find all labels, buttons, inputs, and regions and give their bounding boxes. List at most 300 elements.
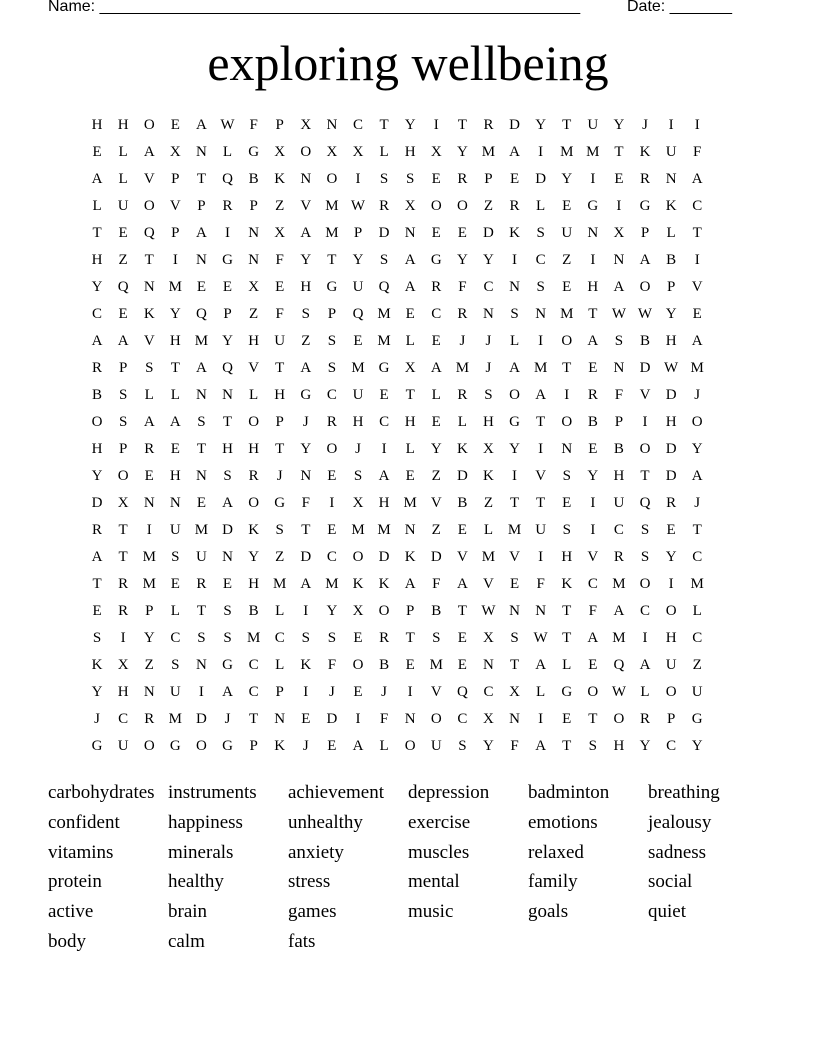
grid-letter[interactable]: T [405,387,415,403]
grid-letter[interactable]: M [560,144,574,160]
grid-letter[interactable]: G [222,738,233,754]
grid-letter[interactable]: D [91,495,103,511]
grid-letter[interactable]: R [92,360,103,376]
grid-letter[interactable]: T [196,441,206,457]
grid-letter[interactable]: E [562,198,572,214]
grid-letter[interactable]: I [668,576,674,592]
grid-letter[interactable]: Q [456,684,468,700]
grid-letter[interactable]: M [507,522,522,538]
grid-letter[interactable]: E [144,468,154,484]
grid-letter[interactable]: M [246,630,261,646]
grid-letter[interactable]: S [301,306,310,322]
grid-letter[interactable]: O [404,738,416,754]
grid-letter[interactable]: I [303,684,309,700]
grid-letter[interactable]: I [146,522,152,538]
grid-letter[interactable]: O [378,603,390,619]
grid-letter[interactable]: Z [301,333,311,349]
grid-letter[interactable]: O [91,414,103,430]
grid-letter[interactable]: N [248,225,260,241]
grid-letter[interactable]: G [91,738,103,754]
grid-letter[interactable]: S [92,630,102,646]
grid-letter[interactable]: N [300,468,312,484]
grid-letter[interactable]: C [535,252,546,268]
grid-letter[interactable]: I [198,684,204,700]
grid-letter[interactable]: G [561,684,573,700]
grid-letter[interactable]: H [665,333,677,349]
grid-letter[interactable]: F [510,738,519,754]
grid-letter[interactable]: M [481,144,496,160]
grid-letter[interactable]: S [197,630,206,646]
grid-letter[interactable]: H [300,279,312,295]
grid-letter[interactable]: D [535,171,547,187]
grid-letter[interactable]: C [248,684,259,700]
grid-letter[interactable]: I [538,711,544,727]
grid-letter[interactable]: U [117,198,129,214]
grid-letter[interactable]: E [692,306,702,322]
grid-letter[interactable]: T [588,306,598,322]
grid-letter[interactable]: P [171,171,180,187]
grid-letter[interactable]: R [457,306,468,322]
grid-letter[interactable]: Y [587,468,599,484]
grid-letter[interactable]: S [379,171,389,187]
grid-letter[interactable]: K [378,576,390,592]
grid-letter[interactable]: S [145,360,154,376]
grid-letter[interactable]: M [142,549,156,565]
grid-letter[interactable]: M [142,576,156,592]
grid-letter[interactable]: U [665,144,677,160]
grid-letter[interactable]: X [483,711,494,727]
grid-letter[interactable]: I [512,468,518,484]
grid-letter[interactable]: X [274,225,286,241]
grid-letter[interactable]: N [196,657,207,673]
grid-letter[interactable]: C [92,306,103,322]
grid-letter[interactable]: E [509,171,520,187]
grid-letter[interactable]: R [457,171,468,187]
grid-letter[interactable]: Y [509,441,520,457]
grid-letter[interactable]: L [405,333,415,349]
grid-letter[interactable]: A [143,414,155,430]
grid-letter[interactable]: R [222,198,233,214]
grid-letter[interactable]: K [639,144,651,160]
grid-letter[interactable]: S [640,522,650,538]
grid-letter[interactable]: O [352,657,364,673]
name-field-label[interactable]: Name: ______________________________________________________ [48,0,581,15]
grid-letter[interactable]: S [640,549,650,565]
grid-letter[interactable]: O [117,468,129,484]
grid-letter[interactable]: E [327,738,337,754]
grid-letter[interactable]: P [406,603,415,619]
grid-letter[interactable]: R [379,198,390,214]
grid-letter[interactable]: H [404,144,416,160]
grid-letter[interactable]: G [378,360,390,376]
grid-letter[interactable]: E [457,630,467,646]
grid-letter[interactable]: E [431,333,441,349]
grid-letter[interactable]: P [666,279,676,295]
grid-letter[interactable]: C [666,738,677,754]
grid-letter[interactable]: S [327,360,337,376]
grid-letter[interactable]: X [509,684,520,700]
grid-letter[interactable]: D [456,468,468,484]
grid-letter[interactable]: S [510,306,519,322]
grid-letter[interactable]: F [275,252,284,268]
grid-letter[interactable]: D [378,549,390,565]
grid-letter[interactable]: K [665,198,677,214]
grid-letter[interactable]: Y [300,441,312,457]
grid-letter[interactable]: F [327,657,337,673]
grid-letter[interactable]: L [118,144,128,160]
grid-letter[interactable]: U [274,333,286,349]
grid-letter[interactable]: U [169,684,181,700]
grid-letter[interactable]: A [404,279,416,295]
grid-letter[interactable]: K [274,738,286,754]
grid-letter[interactable]: X [326,144,338,160]
grid-letter[interactable]: H [91,117,103,133]
grid-letter[interactable]: I [355,171,361,187]
grid-letter[interactable]: O [143,117,155,133]
grid-letter[interactable]: I [668,117,674,133]
grid-letter[interactable]: A [91,549,103,565]
grid-letter[interactable]: R [666,495,677,511]
grid-letter[interactable]: X [430,144,442,160]
grid-letter[interactable]: O [326,171,338,187]
grid-letter[interactable]: W [220,117,235,133]
grid-letter[interactable]: S [432,630,441,646]
grid-letter[interactable]: U [561,225,573,241]
grid-letter[interactable]: R [457,387,468,403]
grid-letter[interactable]: I [590,495,596,511]
grid-letter[interactable]: L [431,387,441,403]
grid-letter[interactable]: E [457,657,467,673]
grid-letter[interactable]: G [300,387,312,403]
grid-letter[interactable]: H [91,441,103,457]
grid-letter[interactable]: R [326,414,337,430]
grid-letter[interactable]: R [248,468,259,484]
grid-letter[interactable]: F [275,306,284,322]
grid-letter[interactable]: E [92,144,102,160]
grid-letter[interactable]: M [377,522,391,538]
grid-letter[interactable]: L [379,144,389,160]
grid-letter[interactable]: O [300,144,312,160]
grid-letter[interactable]: V [483,576,494,592]
grid-letter[interactable]: H [169,468,181,484]
grid-letter[interactable]: Z [562,252,572,268]
grid-letter[interactable]: V [509,549,520,565]
grid-letter[interactable]: A [143,144,155,160]
grid-letter[interactable]: S [118,387,128,403]
grid-letter[interactable]: K [509,225,520,241]
grid-letter[interactable]: Z [249,306,259,322]
grid-letter[interactable]: M [377,333,391,349]
grid-letter[interactable]: R [379,630,390,646]
grid-letter[interactable]: O [196,738,207,754]
grid-letter[interactable]: F [458,279,467,295]
grid-letter[interactable]: L [666,225,676,241]
grid-letter[interactable]: T [692,522,702,538]
grid-letter[interactable]: T [562,360,572,376]
grid-letter[interactable]: A [509,360,520,376]
grid-letter[interactable]: N [222,549,233,565]
grid-letter[interactable]: A [404,252,416,268]
grid-letter[interactable]: R [144,711,155,727]
grid-letter[interactable]: Q [613,657,625,673]
grid-letter[interactable]: U [613,495,625,511]
grid-letter[interactable]: A [691,333,703,349]
grid-letter[interactable]: O [430,711,442,727]
grid-letter[interactable]: S [327,630,337,646]
grid-letter[interactable]: A [613,279,625,295]
grid-letter[interactable]: U [430,738,442,754]
grid-letter[interactable]: S [588,738,597,754]
grid-letter[interactable]: M [325,225,339,241]
grid-letter[interactable]: E [431,171,441,187]
grid-letter[interactable]: N [196,252,207,268]
grid-letter[interactable]: S [353,468,363,484]
grid-letter[interactable]: S [562,522,571,538]
grid-letter[interactable]: A [430,360,442,376]
grid-letter[interactable]: J [224,711,231,727]
grid-letter[interactable]: B [613,441,624,457]
grid-letter[interactable]: N [143,684,155,700]
grid-letter[interactable]: F [249,117,258,133]
grid-letter[interactable]: M [429,657,443,673]
grid-letter[interactable]: T [327,252,337,268]
grid-letter[interactable]: C [692,198,703,214]
grid-letter[interactable]: A [587,333,599,349]
grid-letter[interactable]: J [459,333,466,349]
grid-letter[interactable]: N [535,603,547,619]
grid-letter[interactable]: Y [613,117,625,133]
grid-letter[interactable]: H [248,576,260,592]
grid-letter[interactable]: V [143,171,155,187]
grid-letter[interactable]: O [248,495,260,511]
grid-letter[interactable]: O [665,684,677,700]
grid-letter[interactable]: G [587,198,599,214]
grid-letter[interactable]: T [118,522,128,538]
grid-letter[interactable]: C [483,279,494,295]
grid-letter[interactable]: C [326,387,337,403]
grid-letter[interactable]: J [642,117,648,133]
grid-letter[interactable]: H [404,414,416,430]
grid-letter[interactable]: I [303,603,309,619]
grid-letter[interactable]: A [691,171,703,187]
grid-letter[interactable]: A [196,117,207,133]
grid-letter[interactable]: D [378,225,390,241]
grid-letter[interactable]: V [691,279,703,295]
grid-letter[interactable]: Y [169,306,181,322]
grid-letter[interactable]: A [509,144,520,160]
grid-letter[interactable]: H [91,252,103,268]
grid-letter[interactable]: J [694,495,701,511]
grid-letter[interactable]: X [117,495,129,511]
grid-letter[interactable]: R [640,711,651,727]
grid-letter[interactable]: G [274,495,286,511]
grid-letter[interactable]: Q [143,225,155,241]
grid-letter[interactable]: K [352,576,364,592]
grid-letter[interactable]: H [248,441,260,457]
grid-letter[interactable]: N [613,252,625,268]
grid-letter[interactable]: L [562,657,572,673]
grid-letter[interactable]: N [665,171,677,187]
grid-letter[interactable]: Z [483,198,494,214]
grid-letter[interactable]: E [222,279,233,295]
grid-letter[interactable]: N [326,117,338,133]
grid-letter[interactable]: O [248,414,260,430]
grid-letter[interactable]: G [691,711,703,727]
grid-letter[interactable]: L [275,657,285,673]
grid-letter[interactable]: H [248,333,260,349]
grid-letter[interactable]: A [587,630,599,646]
grid-letter[interactable]: O [639,441,651,457]
grid-letter[interactable]: L [405,441,415,457]
grid-letter[interactable]: B [248,603,259,619]
grid-letter[interactable]: C [692,549,703,565]
grid-letter[interactable]: I [590,522,596,538]
grid-letter[interactable]: X [483,630,494,646]
grid-letter[interactable]: J [485,360,492,376]
grid-letter[interactable]: K [404,549,416,565]
grid-letter[interactable]: L [483,522,494,538]
grid-letter[interactable]: H [117,684,129,700]
grid-letter[interactable]: Y [535,117,547,133]
grid-letter[interactable]: N [535,306,547,322]
grid-letter[interactable]: O [639,576,651,592]
grid-letter[interactable]: E [562,495,572,511]
grid-letter[interactable]: K [91,657,103,673]
grid-letter[interactable]: I [407,684,413,700]
grid-letter[interactable]: M [403,495,417,511]
grid-letter[interactable]: G [169,738,181,754]
grid-letter[interactable]: H [274,387,286,403]
grid-letter[interactable]: L [457,414,467,430]
grid-letter[interactable]: G [430,252,442,268]
grid-letter[interactable]: T [562,603,572,619]
grid-letter[interactable]: P [249,198,258,214]
grid-letter[interactable]: A [639,252,651,268]
grid-letter[interactable]: E [301,711,311,727]
grid-letter[interactable]: B [248,171,259,187]
grid-letter[interactable]: M [533,360,548,376]
grid-letter[interactable]: R [587,387,598,403]
grid-letter[interactable]: M [455,360,470,376]
grid-letter[interactable]: A [196,360,207,376]
grid-letter[interactable]: L [536,198,546,214]
grid-letter[interactable]: J [94,711,100,727]
grid-letter[interactable]: L [692,603,702,619]
grid-letter[interactable]: H [561,549,573,565]
grid-letter[interactable]: D [639,360,651,376]
grid-letter[interactable]: X [352,603,364,619]
grid-letter[interactable]: J [694,387,701,403]
grid-letter[interactable]: S [458,738,467,754]
grid-letter[interactable]: L [249,387,259,403]
grid-letter[interactable]: N [613,360,625,376]
grid-letter[interactable]: M [194,333,209,349]
grid-letter[interactable]: V [169,198,181,214]
grid-letter[interactable]: E [353,684,363,700]
grid-letter[interactable]: E [170,117,180,133]
grid-letter[interactable]: F [301,495,310,511]
grid-letter[interactable]: X [274,144,286,160]
grid-letter[interactable]: T [301,522,311,538]
grid-letter[interactable]: X [483,441,494,457]
grid-letter[interactable]: C [326,549,337,565]
grid-letter[interactable]: I [564,387,570,403]
grid-letter[interactable]: Y [222,333,233,349]
grid-letter[interactable]: A [613,603,625,619]
grid-letter[interactable]: A [222,495,233,511]
grid-letter[interactable]: C [274,630,285,646]
grid-letter[interactable]: R [118,576,129,592]
grid-letter[interactable]: E [327,522,337,538]
grid-letter[interactable]: M [377,306,391,322]
grid-letter[interactable]: M [168,279,182,295]
grid-letter[interactable]: Y [456,144,468,160]
grid-letter[interactable]: W [533,630,548,646]
grid-letter[interactable]: S [536,225,545,241]
grid-letter[interactable]: E [588,441,598,457]
grid-letter[interactable]: B [379,657,390,673]
grid-letter[interactable]: B [587,414,598,430]
grid-letter[interactable]: A [300,360,312,376]
grid-letter[interactable]: E [353,333,363,349]
grid-letter[interactable]: I [642,414,648,430]
grid-letter[interactable]: Q [352,306,364,322]
grid-letter[interactable]: L [118,171,128,187]
grid-letter[interactable]: E [170,441,180,457]
grid-letter[interactable]: A [456,576,468,592]
grid-letter[interactable]: Y [248,549,260,565]
grid-letter[interactable]: X [352,144,364,160]
grid-letter[interactable]: O [613,711,625,727]
grid-letter[interactable]: I [120,630,126,646]
grid-letter[interactable]: C [692,630,703,646]
grid-letter[interactable]: T [405,630,415,646]
grid-letter[interactable]: O [352,549,364,565]
grid-letter[interactable]: V [300,198,312,214]
grid-letter[interactable]: M [690,576,704,592]
grid-letter[interactable]: U [117,738,129,754]
grid-letter[interactable]: E [405,657,415,673]
grid-letter[interactable]: M [168,711,182,727]
grid-letter[interactable]: S [223,630,232,646]
grid-letter[interactable]: M [351,360,365,376]
grid-letter[interactable]: A [300,225,312,241]
grid-letter[interactable]: Y [91,279,103,295]
grid-letter[interactable]: E [327,468,337,484]
grid-letter[interactable]: I [381,441,387,457]
grid-letter[interactable]: H [587,279,599,295]
grid-letter[interactable]: F [588,603,597,619]
grid-letter[interactable]: N [404,225,416,241]
grid-letter[interactable]: A [639,657,651,673]
grid-letter[interactable]: A [378,468,390,484]
grid-letter[interactable]: H [378,495,390,511]
grid-letter[interactable]: Y [143,630,155,646]
grid-letter[interactable]: C [431,306,442,322]
grid-letter[interactable]: F [693,144,702,160]
grid-letter[interactable]: N [143,495,155,511]
grid-letter[interactable]: G [509,414,520,430]
grid-letter[interactable]: P [640,225,650,241]
grid-letter[interactable]: K [300,657,312,673]
grid-letter[interactable]: T [92,225,102,241]
grid-letter[interactable]: X [352,495,364,511]
grid-letter[interactable]: E [431,225,441,241]
grid-letter[interactable]: E [562,279,572,295]
grid-letter[interactable]: D [196,711,207,727]
grid-letter[interactable]: Q [222,360,233,376]
grid-letter[interactable]: T [457,603,467,619]
